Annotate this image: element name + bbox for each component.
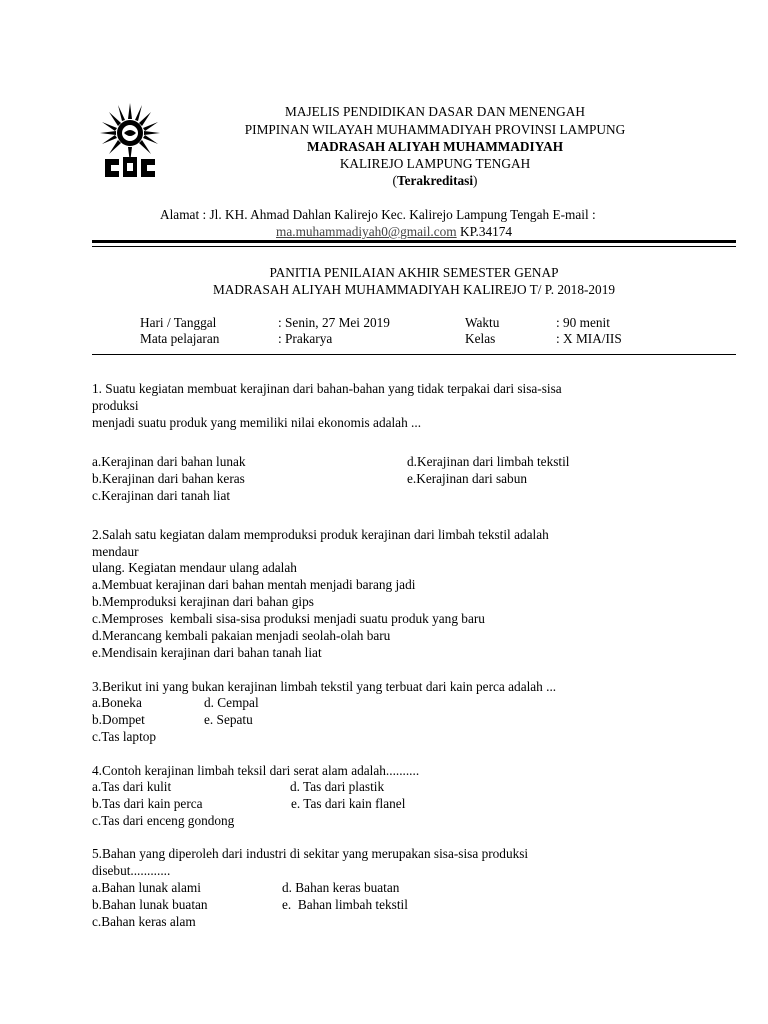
q2-option-d: d.Merancang kembali pakaian menjadi seolah-olah baru (92, 628, 391, 643)
q5-option-b: b.Bahan lunak buatan (92, 897, 208, 912)
accreditation-open: ( (392, 173, 397, 188)
question-5-line-1: 5.Bahan yang diperoleh dari industri di sekitar yang merupakan sisa-sisa produksi (92, 846, 529, 861)
info-divider (92, 354, 736, 355)
q5-option-e: e. Bahan limbah tekstil (282, 897, 408, 912)
class-label: Kelas (465, 331, 496, 346)
q1-option-a: a.Kerajinan dari bahan lunak (92, 454, 246, 469)
header-line-2: PIMPINAN WILAYAH MUHAMMADIYAH PROVINSI LAMPUNG (244, 122, 626, 137)
q3-option-c: c.Tas laptop (92, 729, 157, 744)
accreditation-close: ) (473, 173, 478, 188)
question-1-line-1: 1. Suatu kegiatan membuat kerajinan dari bahan-bahan yang tidak terpakai dari sisa-sisa (92, 381, 562, 396)
question-3-line-1: 3.Berikut ini yang bukan kerajinan limbah tekstil yang terbuat dari kain perca adalah ... (92, 679, 557, 694)
q4-option-c: c.Tas dari enceng gondong (92, 813, 235, 828)
q3-option-d: d. Cempal (204, 695, 259, 710)
header-divider-thick (92, 240, 736, 243)
day-value: : Senin, 27 Mei 2019 (278, 315, 390, 330)
exam-title-2: MADRASAH ALIYAH MUHAMMADIYAH KALIREJO T/ P. 2018-2019 (212, 282, 615, 297)
q2-option-a: a.Membuat kerajinan dari bahan mentah menjadi barang jadi (92, 577, 416, 592)
question-2-line-3: ulang. Kegiatan mendaur ulang adalah (92, 560, 297, 575)
q4-option-d: d. Tas dari plastik (290, 779, 385, 794)
question-2-line-2: mendaur (92, 544, 139, 559)
q5-option-d: d. Bahan keras buatan (282, 880, 400, 895)
q2-option-c: c.Memproses kembali sisa-sisa produksi menjadi suatu produk yang baru (92, 611, 485, 626)
header-line-1: MAJELIS PENDIDIKAN DASAR DAN MENENGAH (285, 104, 585, 119)
exam-title-1: PANITIA PENILAIAN AKHIR SEMESTER GENAP (269, 265, 559, 280)
address: Alamat : Jl. KH. Ahmad Dahlan Kalirejo Kec. Kalirejo Lampung Tengah E-mail : (160, 207, 596, 222)
header-divider-thin (92, 246, 736, 247)
q3-option-e: e. Sepatu (204, 712, 253, 727)
q3-option-a: a.Boneka (92, 695, 142, 710)
question-1-line-2: produksi (92, 398, 139, 413)
subject-label: Mata pelajaran (140, 331, 220, 346)
muhammadiyah-sun-logo-icon (97, 101, 163, 179)
time-label: Waktu (465, 315, 500, 330)
q1-option-b: b.Kerajinan dari bahan keras (92, 471, 245, 486)
day-label: Hari / Tanggal (140, 315, 217, 330)
question-5-line-2: disebut............ (92, 863, 171, 878)
question-2-line-1: 2.Salah satu kegiatan dalam memproduksi produk kerajinan dari limbah tekstil adalah (92, 527, 549, 542)
accreditation (160, 172, 710, 189)
q1-option-e: e.Kerajinan dari sabun (407, 471, 527, 486)
question-1-line-3: menjadi suatu produk yang memiliki nilai ekonomis adalah ... (92, 415, 422, 430)
q3-option-b: b.Dompet (92, 712, 145, 727)
q1-option-d: d.Kerajinan dari limbah tekstil (407, 454, 570, 469)
class-value: : X MIA/IIS (556, 331, 622, 346)
q4-option-e: e. Tas dari kain flanel (291, 796, 406, 811)
q5-option-a: a.Bahan lunak alami (92, 880, 201, 895)
email-link[interactable]: ma.muhammadiyah0@gmail.com (276, 224, 457, 239)
accreditation-status: Terakreditasi (396, 173, 474, 188)
subject-value: : Prakarya (278, 331, 333, 346)
q4-option-a: a.Tas dari kulit (92, 779, 172, 794)
school-logo (97, 101, 163, 179)
q2-option-b: b.Memproduksi kerajinan dari bahan gips (92, 594, 314, 609)
postcode: KP.34174 (459, 224, 513, 239)
q4-option-b: b.Tas dari kain perca (92, 796, 203, 811)
question-4-line-1: 4.Contoh kerajinan limbah teksil dari serat alam adalah.......... (92, 763, 420, 778)
q2-option-e: e.Mendisain kerajinan dari bahan tanah liat (92, 645, 322, 660)
school-name: MADRASAH ALIYAH MUHAMMADIYAH (306, 139, 564, 154)
time-value: : 90 menit (556, 315, 610, 330)
contact-line (276, 223, 512, 240)
school-location: KALIREJO LAMPUNG TENGAH (339, 156, 531, 171)
q1-option-c: c.Kerajinan dari tanah liat (92, 488, 231, 503)
q5-option-c: c.Bahan keras alam (92, 914, 196, 929)
